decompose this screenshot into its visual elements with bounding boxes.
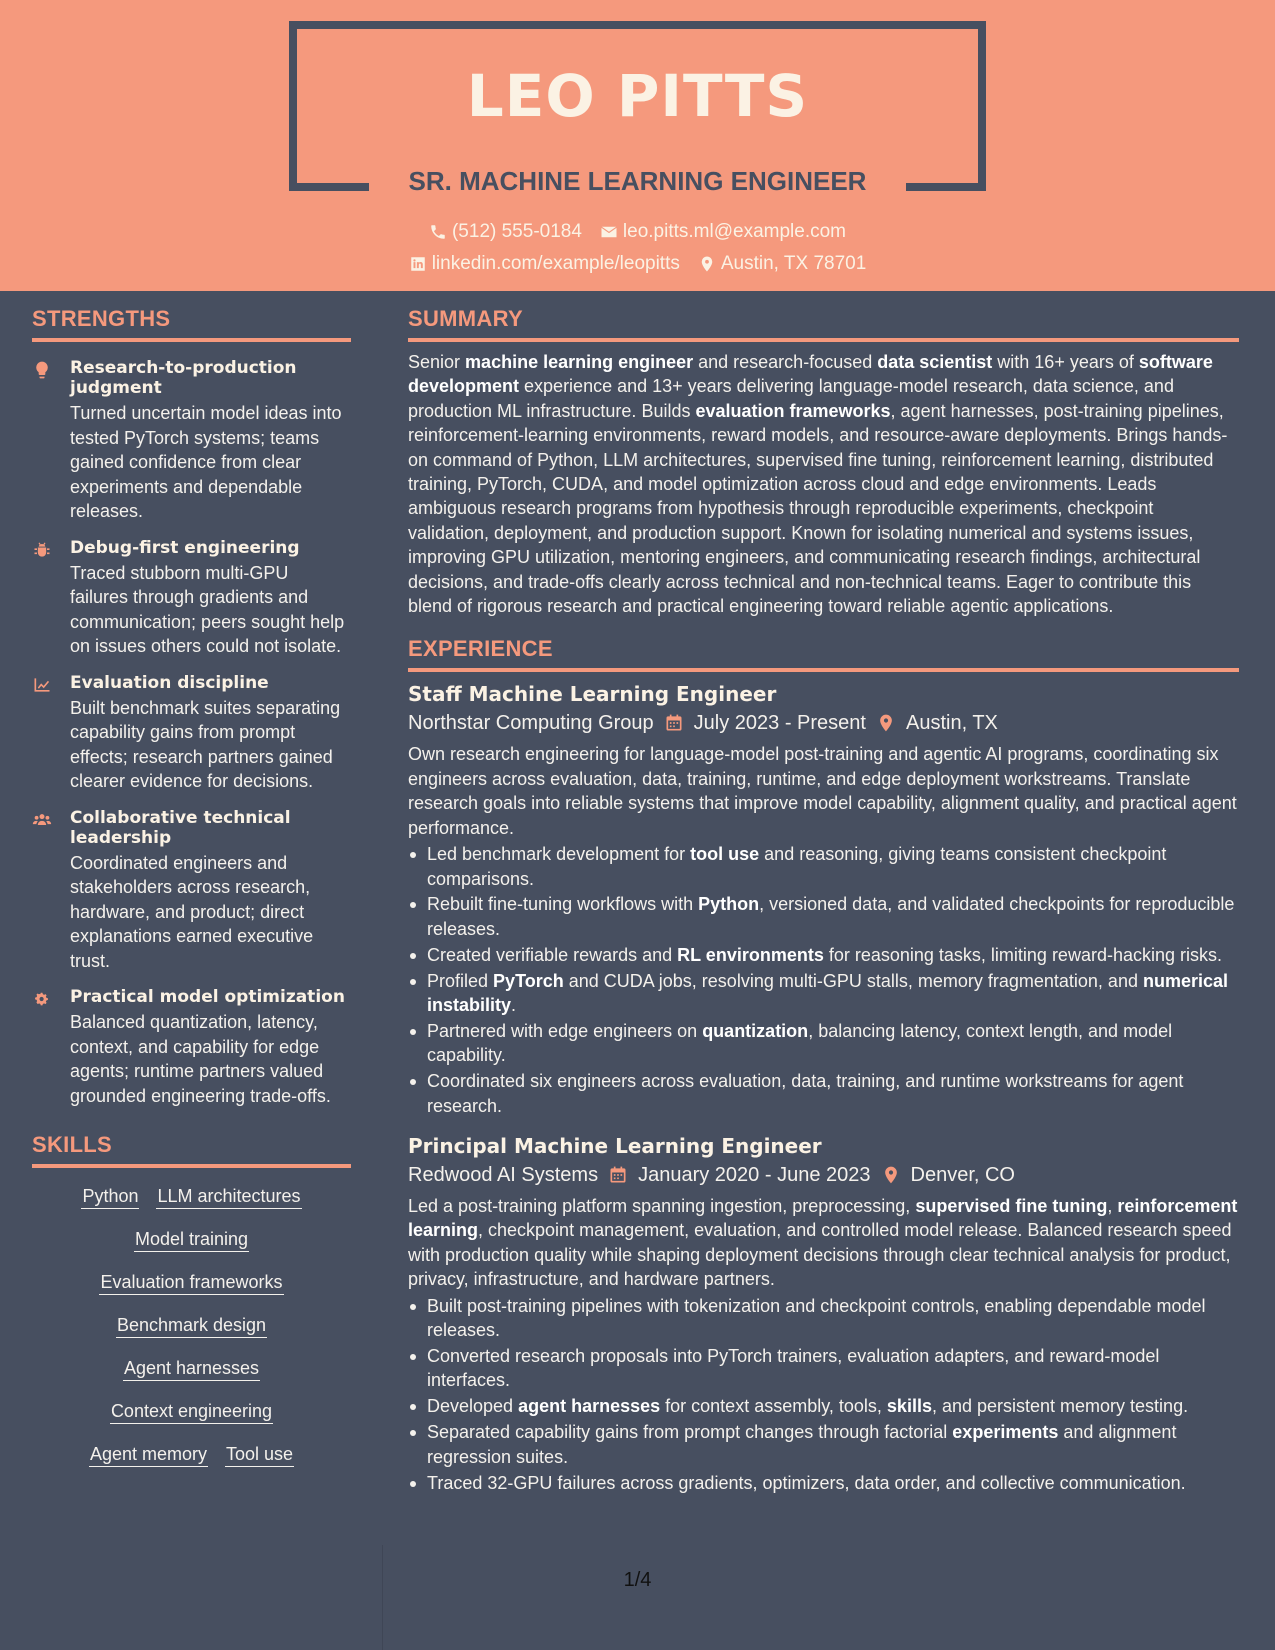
phone-text: (512) 555-0184 xyxy=(451,221,582,242)
job-description: Own research engineering for language-model post-training and agentic AI programs, coordinating six engineers across evaluation, data, training, runtime, and edge deployment workstreams. Translate research goals into reliable systems that improve model capability, alignment quality, and practical agent performance. xyxy=(408,744,1237,838)
map-pin-icon xyxy=(881,1165,901,1185)
strength-description: Built benchmark suites separating capability gains from prompt effects; research partners gained clearer evidence for decisions. xyxy=(70,697,341,791)
skill-tag: Tool use xyxy=(225,1442,294,1467)
contact-phone xyxy=(429,221,582,243)
emphasis-text: RL environments xyxy=(677,944,824,965)
strength-title: Evaluation discipline xyxy=(70,672,269,693)
job-location: Austin, TX xyxy=(906,712,998,735)
strength-item xyxy=(32,538,351,659)
emphasis-text: numerical instability xyxy=(427,970,1229,1016)
left-column xyxy=(32,306,351,1485)
contact-location xyxy=(698,253,866,275)
emphasis-text: quantization xyxy=(702,1020,809,1041)
job-dates: January 2020 - June 2023 xyxy=(638,1164,871,1187)
candidate-role: SR. MACHINE LEARNING ENGINEER xyxy=(408,166,867,196)
bullet-item: Separated capability gains from prompt changes through factorial experiments and alignment regression suites. xyxy=(408,1420,1239,1469)
bullet-item: Developed agent harnesses for context assembly, tools, skills, and persistent memory testing. xyxy=(408,1394,1239,1418)
emphasis-text: experiments xyxy=(952,1422,1059,1443)
strength-description: Balanced quantization, latency, context, and capability for edge agents; runtime partners valued grounded engineering trade-offs. xyxy=(70,1012,331,1106)
bullet-item: Built post-training pipelines with tokenization and checkpoint controls, enabling dependable model releases. xyxy=(408,1294,1239,1343)
skill-tag: Benchmark design xyxy=(116,1313,267,1338)
skill-tag: Model training xyxy=(134,1227,249,1252)
contact-email[interactable] xyxy=(600,221,846,243)
skill-line xyxy=(36,1184,347,1209)
emphasis-text: agent harnesses xyxy=(518,1396,661,1417)
skills-list xyxy=(32,1184,351,1467)
strength-item xyxy=(32,673,351,794)
location-text: Austin, TX 78701 xyxy=(720,253,867,274)
job-meta xyxy=(408,708,1239,738)
linkedin-icon xyxy=(409,255,427,273)
experience-list xyxy=(408,680,1239,1494)
strength-item xyxy=(32,358,351,524)
job-location: Denver, CO xyxy=(910,1164,1015,1187)
contact-linkedin[interactable] xyxy=(409,253,680,275)
phone-icon xyxy=(429,223,447,241)
skill-tag: Evaluation frameworks xyxy=(99,1270,283,1295)
skills-section xyxy=(32,1132,351,1467)
job-dates: July 2023 - Present xyxy=(693,712,866,735)
company-name: Northstar Computing Group xyxy=(408,712,654,735)
bullet-item: Coordinated six engineers across evaluation, data, training, and runtime workstreams for agent research. xyxy=(408,1069,1239,1118)
bullet-item: Profiled PyTorch and CUDA jobs, resolving multi-GPU stalls, memory fragmentation, and numerical instability. xyxy=(408,969,1239,1018)
lightbulb-icon xyxy=(32,358,56,524)
map-pin-icon xyxy=(698,255,716,273)
chart-line-icon xyxy=(32,673,56,794)
strengths-list xyxy=(32,358,351,1108)
job-bullets xyxy=(408,842,1239,1118)
calendar-icon xyxy=(664,713,684,733)
users-icon xyxy=(32,808,56,974)
bullet-item: Led benchmark development for tool use and reasoning, giving teams consistent checkpoint comparisons. xyxy=(408,842,1239,891)
skill-tag: LLM architectures xyxy=(156,1184,301,1209)
gears-icon xyxy=(32,987,56,1108)
experience-heading: EXPERIENCE xyxy=(408,636,1239,672)
strength-item xyxy=(32,987,351,1108)
emphasis-text: supervised fine tuning xyxy=(915,1196,1108,1217)
skill-tag: Python xyxy=(81,1184,139,1209)
skill-line xyxy=(36,1227,347,1252)
page-number: 1/4 xyxy=(623,1569,652,1591)
bullet-item: Converted research proposals into PyTorch trainers, evaluation adapters, and reward-model interfaces. xyxy=(408,1344,1239,1393)
bullet-item: Partnered with edge engineers on quantization, balancing latency, context length, and model capability. xyxy=(408,1019,1239,1068)
bug-icon xyxy=(32,538,56,659)
skill-tag: Context engineering xyxy=(110,1399,273,1424)
emphasis-text: skills xyxy=(886,1396,932,1417)
summary-text: Senior machine learning engineer and research-focused data scientist with 16+ years of software development experience and 13+ years delivering language-model research, data science, and production ML infrastructure. Builds evaluation frameworks, agent harnesses, post-training pipelines, reinforcement-learning environments, reward models, and resource-aware deployments. Brings hands-on command of Python, LLM architectures, supervised fine tuning, reinforcement learning, distributed training, PyTorch, CUDA, and model optimization across cloud and edge environments. Leads ambiguous research programs from hypothesis through reproducible experiments, checkpoint validation, deployment, and production support. Known for isolating numerical and systems issues, improving GPU utilization, mentoring engineers, and communicating research findings, architectural decisions, and trade-offs clearly across technical and non-technical teams. Eager to contribute this blend of rigorous research and practical engineering toward reliable agentic applications. xyxy=(408,352,1228,617)
job-entry xyxy=(408,680,1239,1118)
email-text[interactable]: leo.pitts.ml@example.com xyxy=(622,221,847,242)
strength-description: Traced stubborn multi-GPU failures through gradients and communication; peers sought help on issues others could not isolate. xyxy=(70,562,345,656)
contact-row-2 xyxy=(0,253,1275,275)
job-bullets xyxy=(408,1294,1239,1495)
bullet-item: Created verifiable rewards and RL environments for reasoning tasks, limiting reward-hacking risks. xyxy=(408,943,1239,967)
job-title: Staff Machine Learning Engineer xyxy=(408,682,777,707)
job-entry xyxy=(408,1132,1239,1495)
summary-heading: SUMMARY xyxy=(408,306,1239,342)
strength-title: Practical model optimization xyxy=(70,987,345,1007)
strengths-heading: STRENGTHS xyxy=(32,306,351,342)
skill-line xyxy=(36,1313,347,1338)
strength-title: Debug-first engineering xyxy=(70,537,300,558)
strength-description: Coordinated engineers and stakeholders across research, hardware, and product; direct explanations earned executive trust. xyxy=(70,852,314,971)
strength-title: Collaborative technical leadership xyxy=(70,807,291,848)
job-title: Principal Machine Learning Engineer xyxy=(408,1134,822,1159)
emphasis-text: tool use xyxy=(690,844,760,865)
right-column xyxy=(408,306,1239,1509)
company-name: Redwood AI Systems xyxy=(408,1164,599,1187)
skill-tag: Agent harnesses xyxy=(123,1356,260,1381)
bullet-item: Rebuilt fine-tuning workflows with Python, versioned data, and validated checkpoints for reproducible releases. xyxy=(408,892,1239,941)
strength-item xyxy=(32,808,351,974)
strength-title: Research-to-production judgment xyxy=(70,358,297,398)
calendar-icon xyxy=(608,1165,628,1185)
linkedin-text[interactable]: linkedin.com/example/leopitts xyxy=(431,253,680,274)
skill-line xyxy=(36,1356,347,1381)
emphasis-text: software development xyxy=(408,352,1213,397)
emphasis-text: Python xyxy=(698,894,760,915)
emphasis-text: reinforcement learning xyxy=(408,1196,1238,1241)
column-divider xyxy=(382,1545,383,1650)
bullet-item: Traced 32-GPU failures across gradients, optimizers, data order, and collective communication. xyxy=(408,1471,1239,1495)
strength-description: Turned uncertain model ideas into tested PyTorch systems; teams gained confidence from clear experiments and dependable releases. xyxy=(70,403,342,521)
skills-heading: SKILLS xyxy=(32,1132,351,1168)
skill-line xyxy=(36,1442,347,1467)
emphasis-text: evaluation frameworks xyxy=(695,400,891,421)
candidate-name: LEO PITTS xyxy=(466,62,809,130)
skill-tag: Agent memory xyxy=(89,1442,208,1467)
resume-header xyxy=(0,0,1275,291)
emphasis-text: PyTorch xyxy=(493,970,564,991)
emphasis-text: machine learning engineer xyxy=(465,352,694,372)
contact-row-1 xyxy=(0,221,1275,243)
skill-line xyxy=(36,1399,347,1424)
emphasis-text: data scientist xyxy=(877,352,993,372)
job-description: Led a post-training platform spanning ingestion, preprocessing, supervised fine tuning, reinforcement learning, checkpoint management, evaluation, and controlled model release. Balanced research speed with production quality while shaping deployment decisions through clear technical analysis for product, privacy, infrastructure, and hardware partners. xyxy=(408,1196,1238,1290)
map-pin-icon xyxy=(876,713,896,733)
skill-line xyxy=(36,1270,347,1295)
job-meta xyxy=(408,1160,1239,1190)
envelope-icon xyxy=(600,223,618,241)
